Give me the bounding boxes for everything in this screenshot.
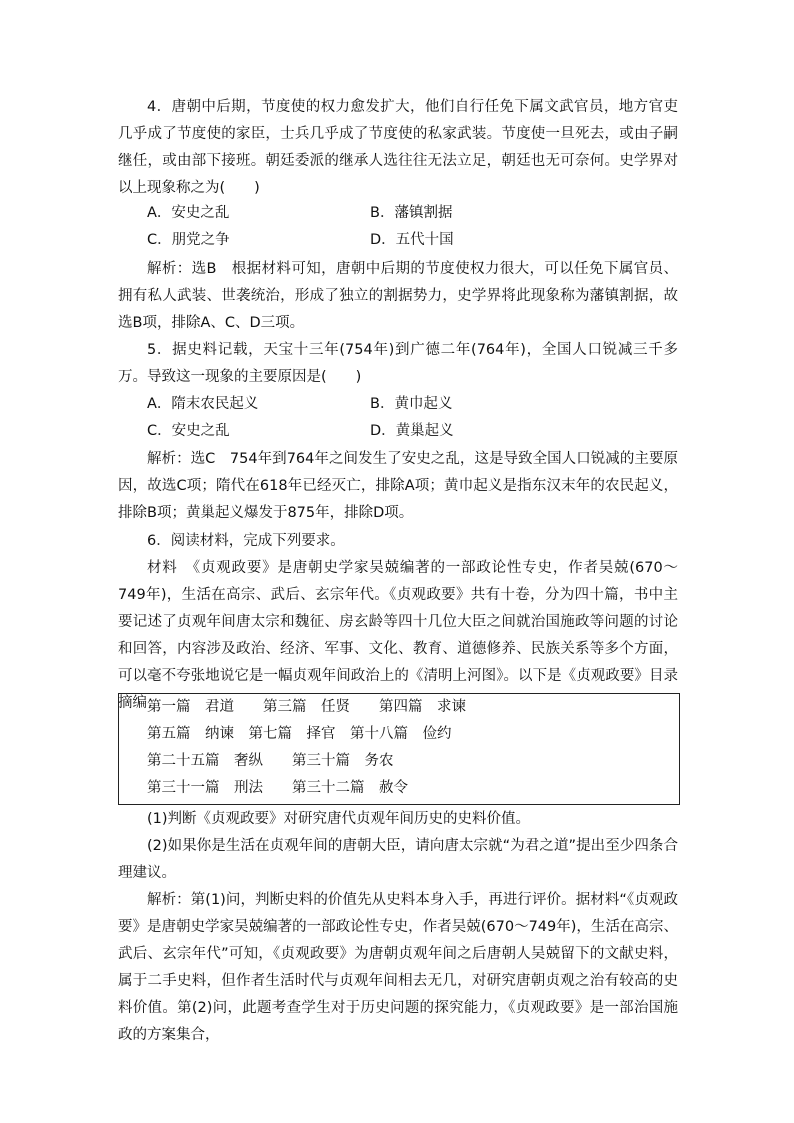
q5-option-b: B．黄巾起义 xyxy=(370,396,453,412)
q5-option-a: A．隋末农民起义 xyxy=(147,396,259,412)
q4-analysis: 解析：选B 根据材料可知，唐朝中后期的节度使权力很大，可以任免下属官员、拥有私人武装、世袭统治，形成了独立的割据势力，史学界将此现象称为藩镇割据，故选B项，排除A、C、D三项。 xyxy=(118,261,678,331)
q6-analysis: 解析：第(1)问，判断史料的价值先从史料本身入手，再进行评价。据材料“《贞观政要》是唐朝史学家吴兢编著的一部政论性专史，作者吴兢(670～749年)，生活在高宗、武后、玄宗年代”可知，《贞观政要》为唐朝贞观年间之后唐朝人吴兢留下的文献史料，属于二手史料，但作者生活时代与贞观年间相去无几，对研究唐朝贞观之治有较高的史料价值。第(2)问，此题考查学生对于历史问题的探究能力，《贞观政要》是一部治国施政的方案集合， xyxy=(118,892,678,1043)
q6-requirement-1: (1)判断《贞观政要》对研究唐代贞观年间历史的史料价值。 xyxy=(147,811,531,827)
q5-stem: 5．据史料记载，天宝十三年(754年)到广德二年(764年)，全国人口锐减三千多万。导致这一现象的主要原因是( ) xyxy=(118,342,678,385)
q4-option-b: B．藩镇割据 xyxy=(370,205,453,221)
q6-stem: 6．阅读材料，完成下列要求。 xyxy=(147,533,345,549)
q4-stem: 4．唐朝中后期，节度使的权力愈发扩大，他们自行任免下属文武官员，地方官吏几乎成了节度使的家臣，士兵几乎成了节度使的私家武装。节度使一旦死去，或由子嗣继任，或由部下接班。朝廷委派的继承人选往往无法立足，朝廷也无可奈何。史学界对以上现象称之为( ) xyxy=(118,99,678,196)
toc-line: 第二十五篇 奢纵 第三十篇 务农 xyxy=(147,753,394,769)
toc-line: 第三十一篇 刑法 第三十二篇 赦令 xyxy=(147,780,408,796)
q5-analysis: 解析：选C 754年到764年之间发生了安史之乱，这是导致全国人口锐减的主要原因，故选C项；隋代在618年已经灭亡，排除A项；黄巾起义是指东汉末年的农民起义，排除B项；黄巢起义爆发于875年，排除D项。 xyxy=(118,451,678,521)
q4-option-d: D．五代十国 xyxy=(370,232,454,248)
q5-option-d: D．黄巢起义 xyxy=(370,423,454,439)
q4-option-a: A．安史之乱 xyxy=(147,205,230,221)
q6-material: 材料 《贞观政要》是唐朝史学家吴兢编著的一部政论性专史，作者吴兢(670～749年)，生活在高宗、武后、玄宗年代。《贞观政要》共有十卷，分为四十篇，书中主要记述了贞观年间唐太宗和魏征、房玄龄等四十几位大臣之间就治国施政等问题的讨论和回答，内容涉及政治、经济、军事、文化、教育、道德修养、民族关系等多个方面，可以毫不夸张地说它是一幅贞观年间政治上的《清明上河图》。以下是《贞观政要》目录摘编： xyxy=(118,560,678,711)
q6-requirement-2: (2)如果你是生活在贞观年间的唐朝大臣，请向唐太宗就“为君之道”提出至少四条合理建议。 xyxy=(118,838,678,881)
toc-box xyxy=(118,693,680,805)
toc-line: 第五篇 纳谏 第七篇 择官 第十八篇 俭约 xyxy=(147,726,452,742)
toc-line: 第一篇 君道 第三篇 任贤 第四篇 求谏 xyxy=(147,699,466,715)
q4-option-c: C．朋党之争 xyxy=(147,232,230,248)
q5-option-c: C．安史之乱 xyxy=(147,423,230,439)
